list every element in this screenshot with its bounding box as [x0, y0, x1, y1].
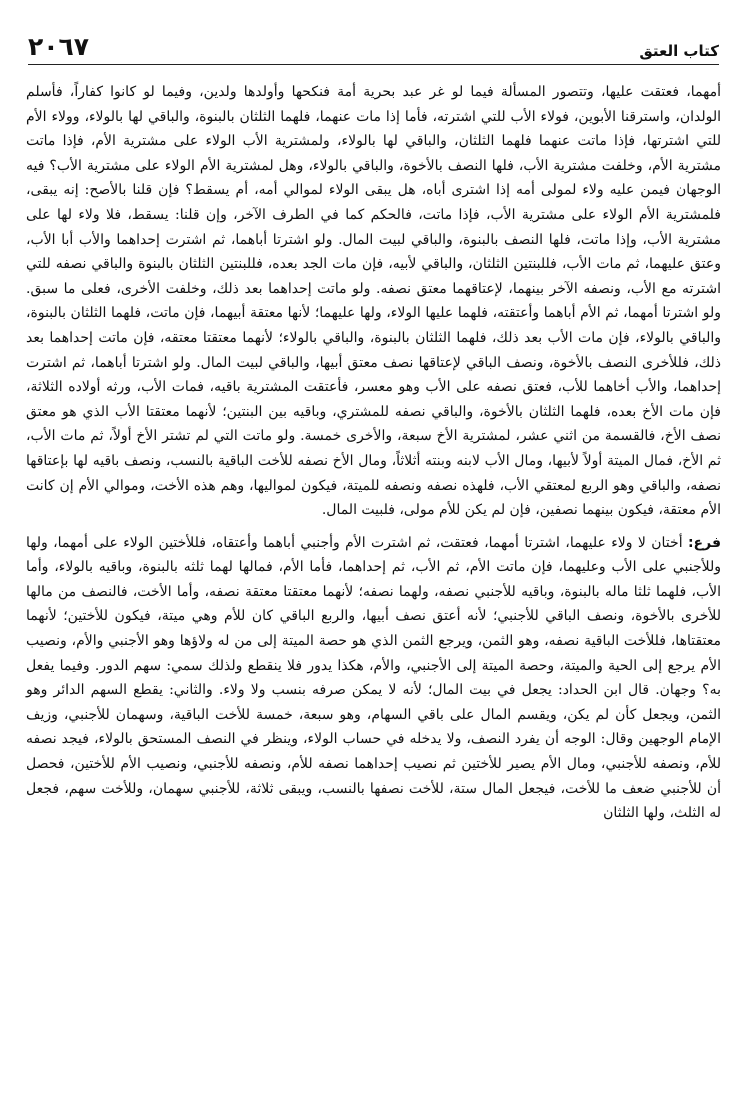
paragraph-far	[26, 531, 721, 826]
page-number: ٢٠٦٧	[28, 32, 90, 61]
far-label: فرع:	[687, 534, 721, 551]
far-text: أختان لا ولاء عليهما، اشترتا أمهما، فعتقت، ثم اشترت الأم وأجنبي أباهما وأعتقاه، فللأختين الولاء على أمهما، ولها وللأجنبي على الأب وعليهما، فإن ماتت الأم، ثم الأب، ثم إحداهما، فأما الأم، فمالها لهما ثلثه بالبنوة، وباقيه بالولاء، وأما الأب، فلهما ثلثا ماله بالبنوة، وباقيه للأجنبي نصفه، ولهما نصفه؛ لأنهما معتقتا معتقة نصفه، وأما الأخت، فالنصف من مالها للأخرى بالأخوة، ونصف الباقي للأجنبي؛ لأنه أعتق نصف أبيها، والربع الباقي كان للأم وهي ميتة، فيكون للأختين؛ لأنهما معتقتاها، فللأخت الباقية نصفه، وهو الثمن، ويرجع الثمن الذي هو حصة الميتة إلى من له ولاؤها وهو الأجنبي والأم، ونصيب الأم يرجع إلى الحية والميتة، وحصة الميتة إلى الأجنبي، والأم، هكذا يدور فلا ينقطع ولذلك سمي: سهم الدور. وفيما يفعل به؟ وجهان. قال ابن الحداد: يجعل في بيت المال؛ لأنه لا يمكن صرفه بنسب ولا ولاء. والثاني: يقطع السهم الدائر وهو الثمن، ويجعل كأن لم يكن، ويقسم المال على باقي السهام، وهو سبعة، خمسة للأخت الباقية، وسهمان للأجنبي، وزيف الإمام الوجهين وقال: الوجه أن يفرد النصف، ولا يدخله في حساب الولاء، وينظر في النصف المستحق بالولاء، فيجد نصفه للأم، ونصفه للأجنبي، ومال الأم يصير للأختين ثم نصيب إحداهما نصفه للأم، ونصفه للأجنبي، ونصيب الأم للأختين، فحصل أن للأجنبي ضعف ما للأخت، فيجعل المال ستة، للأخت نصفها بالنسب، ويبقى ثلاثة، للأجنبي سهمان، وللأخت سهم، فجعل له الثلث، ولها الثلثان	[26, 534, 721, 822]
header-divider	[28, 64, 719, 65]
book-title: كتاب العتق	[639, 42, 719, 60]
paragraph: أمهما، فعتقت عليها، وتتصور المسألة فيما لو غر عبد بحرية أمة فنكحها وأولدها ولدين، وفيما لو كانوا كفاراً، فأسلم الولدان، واسترقنا الأبوين، فولاء الأب للتي اشترته، فأما إذا مات عنهما، فلهما الثلثان بالبنوة، والباقي لها بالولاء، وولاء الأم للتي اشترتها، فإذا ماتت عنهما فلهما الثلثان، والباقي لها بالولاء، ولمشترية الأب الولاء على مشترية الأم، فإذا ماتت مشترية الأم، وخلفت مشترية الأب، فلها النصف بالأخوة، والباقي بالولاء، وهل لمشترية الأم الولاء على مشترية الأب؟ فيه الوجهان فيمن عليه ولاء لمولى أمه إذا اشترى أباه، هل يبقى الولاء لموالي أمه، أم يسقط؟ فإن قلنا بالأصح: إنه يبقى، فلمشترية الأم الولاء على مشترية الأب، فإذا ماتت، فالحكم كما في الطرف الآخر، وإن قلنا: يسقط، فلا ولاء لها على مشترية الأب، وإذا ماتت، فلها النصف بالبنوة، والباقي لبيت المال. ولو اشترتا أباهما، ثم اشترت إحداهما والأب أبا الأب، وعتق عليهما، ثم مات الأب، فللبنتين الثلثان، والباقي لأبيه، فإن مات الجد بعده، فللبنتين الثلثان بالبنوة والباقي نصفه للتي اشترته مع الأب، ونصفه الآخر بينهما، لإعتاقهما معتق نصفه. ولو ماتت إحداهما بعد ذلك، وخلفت الأخرى، فعلى ما سبق. ولو اشترتا أمهما، ثم الأم أباهما وأعتقته، فلهما عليها الولاء، ولها عليهما؛ لأنها معتقة أبيهما، فإن ماتت، فلهما الثلثان بالبنوة، والباقي بالولاء، فإن مات الأب بعد ذلك، فلهما الثلثان بالبنوة، والباقي بالولاء؛ لأنهما معتقتا معتقه، فإن ماتت إحداهما بعد ذلك، فللأخرى النصف بالأخوة، ونصف الباقي لإعتاقها نصف معتق أبيها، والباقي لبيت المال. ولو اشترتا أباهما، ثم اشترت إحداهما، والأب أخاهما للأب، فعتق نصفه على الأب وهو معسر، فأعتقت المشترية باقيه، فمات الأب، ورثه أولاده الثلاثة، فإن مات الأخ بعده، فلهما الثلثان بالأخوة، والباقي نصفه للمشتري، وباقيه بين البنتين؛ لأنهما معتقتا الأب الذي هو معتق نصف الأخ، فالقسمة من اثني عشر، لمشترية الأخ سبعة، والأخرى خمسة. ولو ماتت التي لم تشتر الأخ أولاً، ثم مات الأب، ثم الأخ، فمال الميتة أولاً لأبيها، ومال الأب لابنه وبنته أثلاثاً، ومال الأخ نصفه للأخت الباقية بالنسب، ونصف باقيه لها بإعتاقها نصفه، والباقي وهو الربع لمعتقي الأب، فلهذه نصفه ونصفه للميتة، فيكون لمواليها، وهم هذه الأخت، وموالي الأم إن كانت الأم معتقة، فيكون بينهما نصفين، فإن لم يكن للأم مولى، فلبيت المال.	[26, 84, 721, 519]
main-text	[26, 80, 721, 826]
running-header	[28, 30, 719, 64]
